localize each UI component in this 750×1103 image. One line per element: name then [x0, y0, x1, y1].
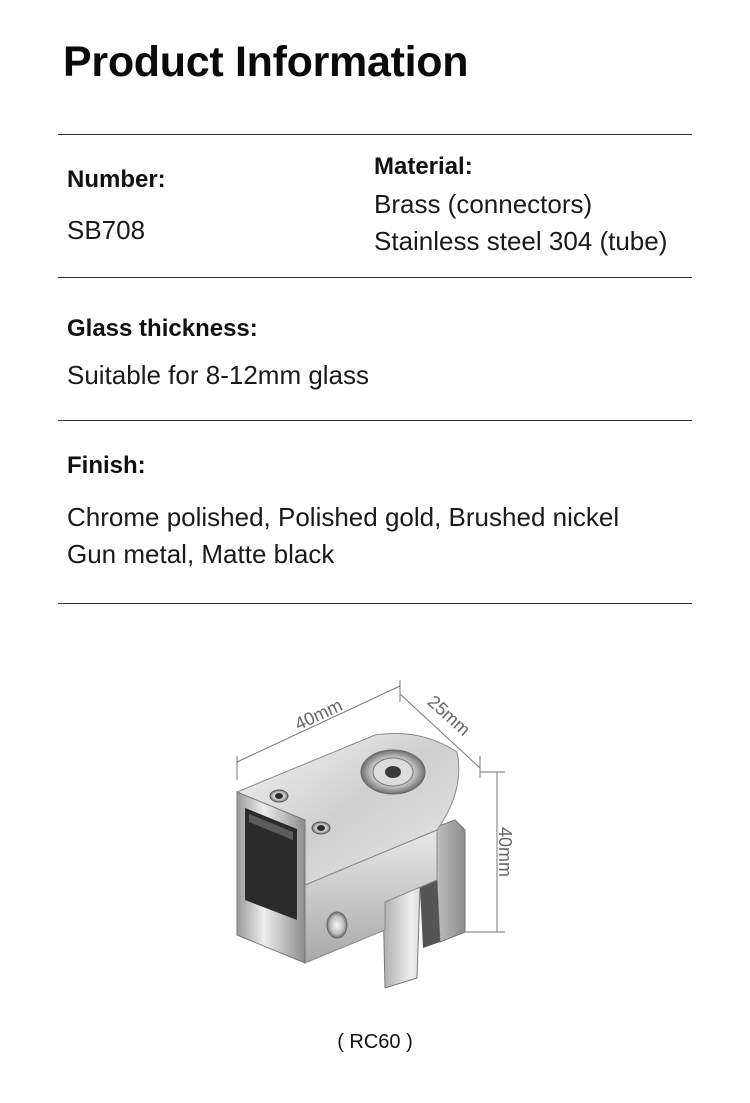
divider — [58, 420, 692, 421]
dimension-width-label: 25mm — [423, 691, 475, 740]
finish-value-line-2: Gun metal, Matte black — [67, 539, 335, 569]
material-value-line-1: Brass (connectors) — [374, 189, 593, 219]
number-value: SB708 — [67, 215, 146, 245]
number-label: Number: — [67, 166, 166, 193]
finish-label: Finish: — [67, 452, 146, 479]
dimension-length-label: 40mm — [291, 694, 346, 735]
finish-value-line-1: Chrome polished, Polished gold, Brushed nickel — [67, 502, 620, 532]
material-value-line-2: Stainless steel 304 (tube) — [374, 226, 668, 256]
glass-thickness-value: Suitable for 8-12mm glass — [67, 360, 370, 390]
page-title: Product Information — [63, 38, 469, 86]
divider — [58, 134, 692, 135]
dimension-height-label: 40mm — [495, 826, 515, 878]
divider — [58, 603, 692, 604]
model-caption: ( RC60 ) — [337, 1031, 413, 1053]
product-image — [225, 680, 525, 1000]
material-label: Material: — [374, 153, 473, 180]
divider — [58, 277, 692, 278]
glass-thickness-label: Glass thickness: — [67, 315, 258, 342]
